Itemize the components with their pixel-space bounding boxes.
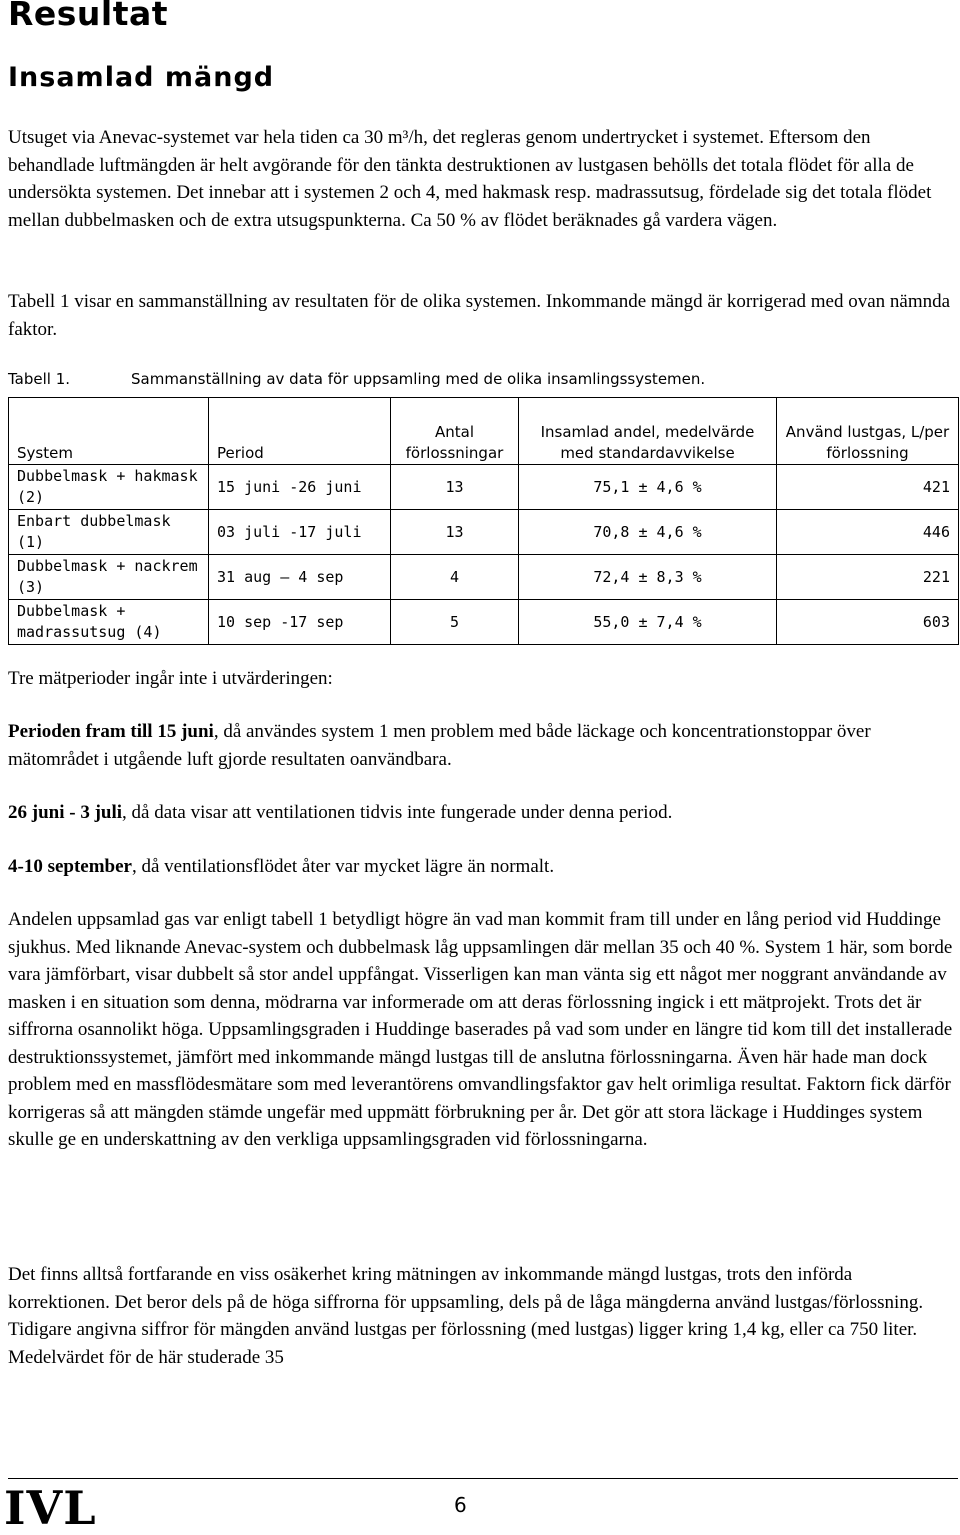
cell-system: Enbart dubbelmask (1) xyxy=(9,510,209,555)
cell-period: 10 sep -17 sep xyxy=(209,600,391,645)
cell-andel: 75,1 ± 4,6 % xyxy=(519,465,777,510)
excluded-item-3 xyxy=(8,853,953,881)
section-heading: Resultat xyxy=(8,0,169,33)
results-table xyxy=(8,397,959,645)
cell-antal: 5 xyxy=(391,600,519,645)
header-anvand: Använd lustgas, L/per förlossning xyxy=(777,398,959,465)
cell-system: Dubbelmask + nackrem (3) xyxy=(9,555,209,600)
cell-anvand: 446 xyxy=(777,510,959,555)
cell-andel: 72,4 ± 8,3 % xyxy=(519,555,777,600)
header-antal: Antal förlossningar xyxy=(391,398,519,465)
cell-antal: 13 xyxy=(391,465,519,510)
table-row xyxy=(9,510,959,555)
excluded-item-2-text: , då data visar att ventilationen tidvis inte fungerade under denna period. xyxy=(122,802,673,823)
cell-anvand: 603 xyxy=(777,600,959,645)
cell-antal: 4 xyxy=(391,555,519,600)
cell-andel: 70,8 ± 4,6 % xyxy=(519,510,777,555)
table-row xyxy=(9,600,959,645)
page-number: 6 xyxy=(454,1493,467,1517)
subsection-heading: Insamlad mängd xyxy=(8,62,275,93)
excluded-item-3-bold: 4-10 september xyxy=(8,856,132,877)
ivl-logo: IVL xyxy=(4,1481,97,1535)
discussion-paragraph-1: Andelen uppsamlad gas var enligt tabell 1 betydligt högre än vad man kommit fram till under en lång period vid Huddinge sjukhus. Med liknande Anevac-system och dubbelmask låg uppsamlingen där mellan 35 och 40 %. System 1 här, som borde vara jämförbart, visar dubbelt så stor andel uppfångat. Visserligen kan man vänta sig ett något mer noggrant användande av masken i en situation som denna, mödrarna var informerade om att deras förlossning ingick i ett mätprojekt. Trots det är siffrorna osannolikt höga. Uppsamlingsgraden i Huddinge baserades på vad som under en längre tid kom till det installerade destruktionssystemet, jämfört med inkommande mängd lustgas till de anslutna förlossningarna. Även här hade man dock problem med en massflödesmätare som med leverantörens omvandlingsfaktor gav helt orimliga resultat. Faktorn fick därför korrigeras så att mängden stämde ungefär med uppmätt förbrukning per år. Det gör att stora läckage i Huddinges system skulle ge en underskattning av den verkliga uppsamlingsgraden vid förlossningarna. xyxy=(8,909,953,1150)
discussion-paragraph-2: Det finns alltså fortfarande en viss osäkerhet kring mätningen av inkommande mängd lustgas, trots den införda korrektionen. Det beror dels på de höga siffrorna för uppsamling, dels på de låga mängderna använd lustgas/förlossning. Tidigare angivna siffror för mängden använd lustgas per förlossning (med lustgas) ligger kring 1,4 kg, eller ca 750 liter. Medelvärdet för de här studerade 35 xyxy=(8,1264,924,1368)
footer-divider xyxy=(8,1478,958,1479)
table-label: Tabell 1. xyxy=(8,370,71,388)
cell-period: 31 aug — 4 sep xyxy=(209,555,391,600)
table-header-row xyxy=(9,398,959,465)
cell-anvand: 421 xyxy=(777,465,959,510)
table-row xyxy=(9,555,959,600)
excluded-item-1-text: , då användes system 1 men problem med både läckage och koncentrationstoppar över mätområdet i utgående luft gjorde resultaten oanvändbara. xyxy=(8,721,871,770)
header-period: Period xyxy=(209,398,391,465)
cell-andel: 55,0 ± 7,4 % xyxy=(519,600,777,645)
table-caption: Sammanställning av data för uppsamling med de olika insamlingssystemen. xyxy=(131,370,706,388)
table-row xyxy=(9,465,959,510)
cell-period: 15 juni -26 juni xyxy=(209,465,391,510)
cell-antal: 13 xyxy=(391,510,519,555)
cell-anvand: 221 xyxy=(777,555,959,600)
excluded-item-1-bold: Perioden fram till 15 juni xyxy=(8,721,214,742)
excluded-item-2-bold: 26 juni - 3 juli xyxy=(8,802,123,823)
excluded-lead: Tre mätperioder ingår inte i utvärderingen: xyxy=(8,668,333,689)
cell-system: Dubbelmask + madrassutsug (4) xyxy=(9,600,209,645)
excluded-item-2 xyxy=(8,799,953,827)
cell-period: 03 juli -17 juli xyxy=(209,510,391,555)
intro-paragraph-1: Utsuget via Anevac-systemet var hela tiden ca 30 m³/h, det regleras genom undertrycket i systemet. Eftersom den behandlade luftmängden är helt avgörande för den tänkta destruktionen av lustgasen behölls det totala flödet för alla de undersökta systemen. Det innebar att i systemen 2 och 4, med hakmask resp. madrassutsug, fördelade sig det totala flödet mellan dubbelmasken och de extra utsugspunkterna. Ca 50 % av flödet beräknades gå vardera vägen. xyxy=(8,127,932,231)
intro-paragraph-2: Tabell 1 visar en sammanställning av resultaten för de olika systemen. Inkommande mängd är korrigerad med ovan nämnda faktor. xyxy=(8,291,951,340)
excluded-item-1 xyxy=(8,718,953,773)
header-system: System xyxy=(9,398,209,465)
cell-system: Dubbelmask + hakmask (2) xyxy=(9,465,209,510)
header-andel: Insamlad andel, medelvärde med standardavvikelse xyxy=(519,398,777,465)
excluded-item-3-text: , då ventilationsflödet åter var mycket lägre än normalt. xyxy=(132,856,555,877)
